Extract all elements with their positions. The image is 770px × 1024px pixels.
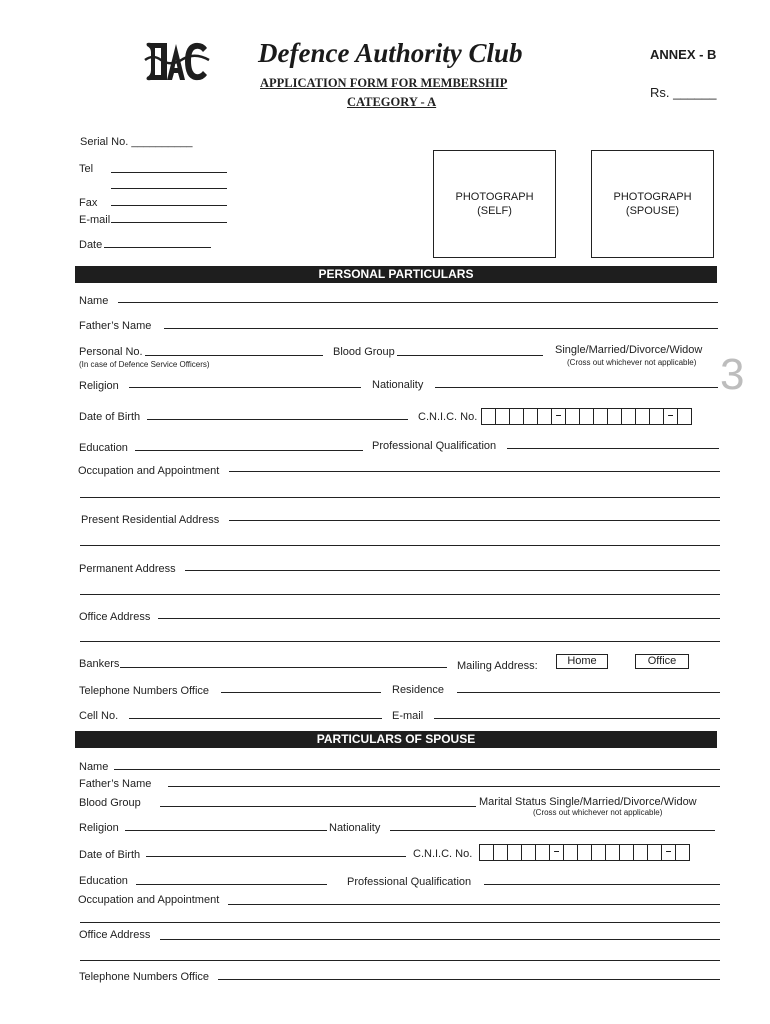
spouse-religion-label: Religion [79,822,119,834]
spouse-name-label: Name [79,761,109,773]
prof-qual-input-line[interactable] [507,448,719,449]
form-category: CATEGORY - A [347,95,437,109]
spouse-tel-office-input-line[interactable] [218,979,720,980]
spouse-office-address-label: Office Address [79,929,151,941]
cnic-digit-box[interactable] [621,408,636,425]
cell-no-input-line[interactable] [129,718,382,719]
photo-spouse-box[interactable] [591,150,714,258]
mailing-office-option[interactable]: Office [635,654,689,669]
cnic-digit-box[interactable] [509,408,524,425]
cnic-label: C.N.I.C. No. [418,411,478,423]
fax-input-line[interactable] [111,205,227,206]
spouse-religion-input-line[interactable] [125,830,327,831]
cnic-digit-box[interactable] [495,408,510,425]
prof-qual-label: Professional Qualification [372,440,497,452]
spouse-prof-qual-label: Professional Qualification [347,876,472,888]
spouse-fathers-name-label: Father’s Name [79,778,152,790]
photo-spouse-sub: (SPOUSE) [625,205,680,217]
cnic-digit-box[interactable] [607,408,622,425]
cnic-digit-box[interactable] [535,844,550,861]
photo-self-sub: (SELF) [477,205,512,217]
personal-email-input-line[interactable] [434,718,720,719]
personal-no-label: Personal No. [79,346,143,358]
photo-self-box[interactable] [433,150,556,258]
education-input-line[interactable] [135,450,363,451]
club-title: Defence Authority Club [258,38,523,68]
religion-label: Religion [79,380,119,392]
marital-status-note: (Cross out whichever not applicable) [567,358,697,367]
date-label: Date [79,239,103,251]
spouse-name-input-line[interactable] [114,769,720,770]
spouse-dob-input-line[interactable] [146,856,406,857]
cnic-digit-box[interactable] [563,844,578,861]
cnic-digit-box[interactable] [677,408,692,425]
email-label: E-mail [79,214,111,226]
cnic-digit-box[interactable] [605,844,620,861]
date-input-line[interactable] [104,247,211,248]
dob-input-line[interactable] [147,419,408,420]
cnic-digit-box[interactable] [479,844,494,861]
personal-particulars-heading: PERSONAL PARTICULARS [75,266,717,283]
fathers-name-input-line[interactable] [164,328,718,329]
religion-input-line[interactable] [129,387,361,388]
spouse-marital-note: (Cross out whichever not applicable) [533,808,663,817]
spouse-education-input-line[interactable] [136,884,327,885]
nationality-label: Nationality [372,379,424,391]
bankers-input-line[interactable] [120,667,447,668]
form-subtitle: APPLICATION FORM FOR MEMBERSHIP [260,76,508,90]
cnic-digit-box[interactable] [493,844,508,861]
office-address-label: Office Address [79,611,151,623]
spouse-blood-group-input-line[interactable] [160,806,476,807]
spouse-office-address-input-line[interactable] [160,939,720,940]
office-address-input-line-2[interactable] [80,641,720,642]
cnic-dash: – [549,844,564,861]
cnic-digit-box[interactable] [577,844,592,861]
office-address-input-line[interactable] [158,618,720,619]
cnic-digit-box[interactable] [537,408,552,425]
spouse-tel-office-label: Telephone Numbers Office [79,971,210,983]
photo-spouse-label: PHOTOGRAPH [613,191,692,203]
spouse-cnic-boxes[interactable] [480,844,690,861]
spouse-nationality-label: Nationality [329,822,381,834]
spouse-cnic-label: C.N.I.C. No. [413,848,473,860]
residence-label: Residence [392,684,444,696]
name-label: Name [79,295,109,307]
cnic-digit-box[interactable] [649,408,664,425]
email-input-line[interactable] [111,222,227,223]
blood-group-label: Blood Group [333,346,395,358]
cnic-dash: – [661,844,676,861]
cnic-digit-box[interactable] [507,844,522,861]
occupation-input-line-2[interactable] [80,497,720,498]
permanent-address-input-line-2[interactable] [80,594,720,595]
personal-no-input-line[interactable] [145,355,323,356]
cnic-digit-box[interactable] [635,408,650,425]
dob-label: Date of Birth [79,411,141,423]
fax-label: Fax [79,197,98,209]
cell-no-label: Cell No. [79,710,119,722]
present-address-label: Present Residential Address [81,514,220,526]
cnic-digit-box[interactable] [633,844,648,861]
spouse-occupation-label: Occupation and Appointment [78,894,220,906]
cnic-digit-box[interactable] [591,844,606,861]
tel-office-input-line[interactable] [221,692,381,693]
rs-field[interactable]: Rs. ______ [650,85,717,100]
occupation-label: Occupation and Appointment [78,465,220,477]
present-address-input-line[interactable] [229,520,720,521]
spouse-nationality-input-line[interactable] [390,830,715,831]
bankers-label: Bankers [79,658,120,670]
tel-input-line[interactable] [111,172,227,173]
spouse-office-address-input-line-2[interactable] [80,960,720,961]
spouse-occupation-input-line[interactable] [228,904,720,905]
residence-input-line[interactable] [457,692,720,693]
nationality-input-line[interactable] [435,387,718,388]
cnic-digit-box[interactable] [675,844,690,861]
spouse-education-label: Education [79,875,128,887]
fathers-name-label: Father’s Name [79,320,152,332]
personal-email-label: E-mail [392,710,424,722]
spouse-occupation-input-line-2[interactable] [80,922,720,923]
personal-no-note: (In case of Defence Service Officers) [79,360,210,369]
permanent-address-label: Permanent Address [79,563,176,575]
serial-no-field[interactable]: Serial No. __________ [80,136,193,148]
cnic-digit-box[interactable] [647,844,662,861]
marital-status-options[interactable]: Single/Married/Divorce/Widow [555,344,703,356]
cnic-digit-box[interactable] [521,844,536,861]
spouse-marital-status[interactable]: Marital Status Single/Married/Divorce/Widow [479,796,697,808]
cnic-dash: – [663,408,678,425]
cnic-digit-box[interactable] [619,844,634,861]
cnic-digit-box[interactable] [593,408,608,425]
spouse-particulars-heading: PARTICULARS OF SPOUSE [75,731,717,748]
annex-label: ANNEX - B [650,47,717,62]
spouse-fathers-name-input-line[interactable] [168,786,720,787]
spouse-prof-qual-input-line[interactable] [484,884,720,885]
education-label: Education [79,442,128,454]
spouse-blood-group-label: Blood Group [79,797,141,809]
mailing-home-option[interactable]: Home [556,654,608,669]
name-input-line[interactable] [118,302,718,303]
permanent-address-input-line[interactable] [185,570,720,571]
tel-office-label: Telephone Numbers Office [79,685,210,697]
cnic-digit-box[interactable] [579,408,594,425]
cnic-digit-box[interactable] [565,408,580,425]
cnic-digit-box[interactable] [523,408,538,425]
present-address-input-line-2[interactable] [80,545,720,546]
cnic-boxes[interactable] [482,408,692,425]
spouse-dob-label: Date of Birth [79,849,141,861]
photo-self-label: PHOTOGRAPH [455,191,534,203]
mailing-address-label: Mailing Address: [457,660,538,672]
tel-label: Tel [79,163,94,175]
blood-group-input-line[interactable] [397,355,543,356]
occupation-input-line[interactable] [229,471,720,472]
page-number: 3 [720,350,745,399]
cnic-digit-box[interactable] [481,408,496,425]
cnic-dash: – [551,408,566,425]
tel-input-line-2[interactable] [111,188,227,189]
club-logo [143,40,211,84]
